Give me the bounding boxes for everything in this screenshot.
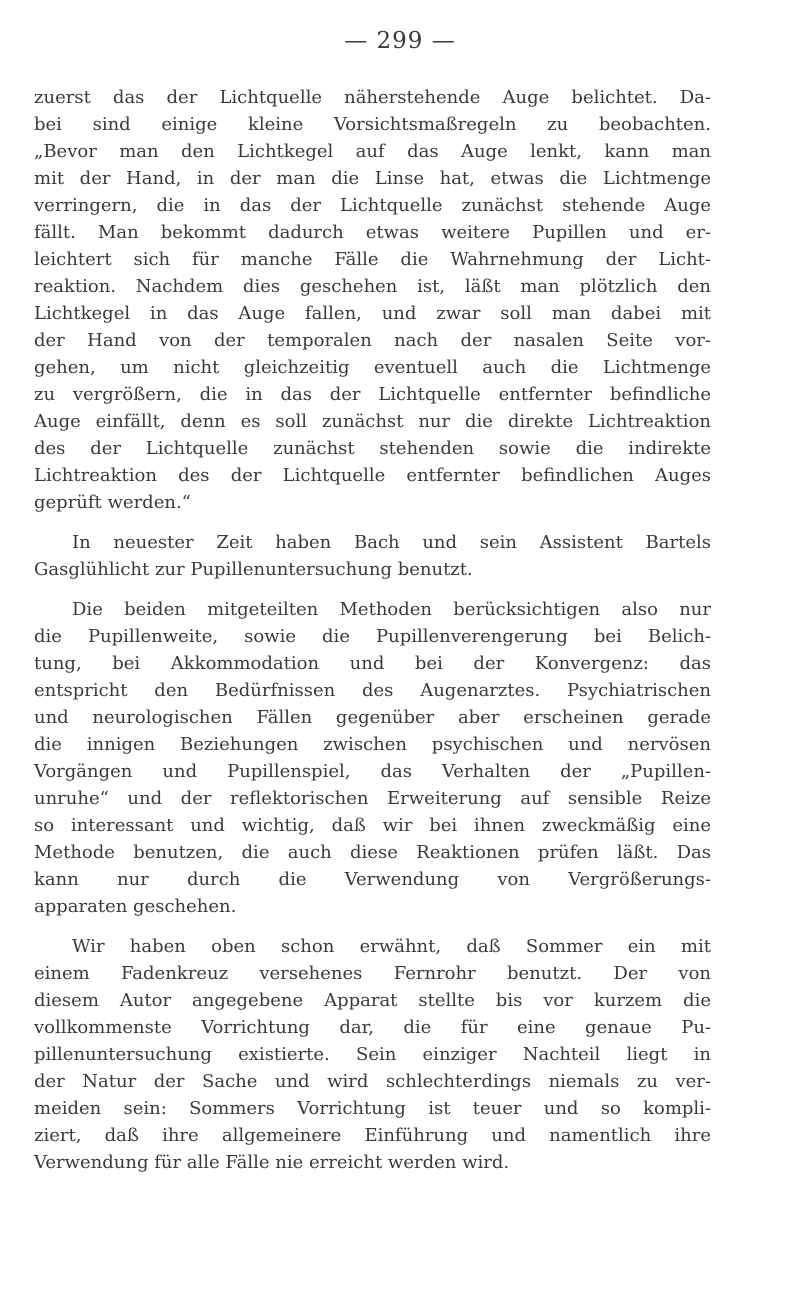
text-line: die Pupillenweite, sowie die Pupillenverengerung bei Belich- [34, 626, 711, 647]
text-line: entspricht den Bedürfnissen des Augenarztes. Psychiatrischen [34, 680, 711, 701]
text-line: leichtert sich für manche Fälle die Wahrnehmung der Licht- [34, 249, 711, 270]
paragraph-1 [34, 84, 711, 516]
text-line: „Bevor man den Lichtkegel auf das Auge lenkt, kann man [34, 141, 711, 162]
text-line: zuerst das der Lichtquelle näherstehende Auge belichtet. Da- [34, 87, 711, 108]
text-line: pillenuntersuchung existierte. Sein einziger Nachteil liegt in [34, 1044, 711, 1065]
text-line: vollkommenste Vorrichtung dar, die für eine genaue Pu- [34, 1017, 711, 1038]
text-line: geprüft werden.“ [34, 492, 191, 513]
text-line: diesem Autor angegebene Apparat stellte bis vor kurzem die [34, 990, 711, 1011]
text-line: Gasglühlicht zur Pupillenuntersuchung benutzt. [34, 559, 473, 580]
text-line: zu vergrößern, die in das der Lichtquelle entfernter befindliche [34, 384, 711, 405]
text-line: Die beiden mitgeteilten Methoden berücksichtigen also nur [72, 599, 711, 620]
text-line: Auge einfällt, denn es soll zunächst nur die direkte Lichtreaktion [34, 411, 711, 432]
body-text [34, 84, 711, 1176]
text-line: Wir haben oben schon erwähnt, daß Sommer ein mit [72, 936, 711, 957]
text-line: reaktion. Nachdem dies geschehen ist, läßt man plötzlich den [34, 276, 711, 297]
text-line: so interessant und wichtig, daß wir bei ihnen zweckmäßig eine [34, 815, 711, 836]
paragraph-3 [34, 596, 711, 920]
text-line: der Natur der Sache und wird schlechterdings niemals zu ver- [34, 1071, 711, 1092]
text-line: kann nur durch die Verwendung von Vergrößerungs- [34, 869, 711, 890]
text-line: In neuester Zeit haben Bach und sein Assistent Bartels [72, 532, 711, 553]
text-line: Vorgängen und Pupillenspiel, das Verhalten der „Pupillen- [34, 761, 711, 782]
text-line: Verwendung für alle Fälle nie erreicht werden wird. [34, 1152, 510, 1173]
text-line: gehen, um nicht gleichzeitig eventuell auch die Lichtmenge [34, 357, 711, 378]
text-line: bei sind einige kleine Vorsichtsmaßregeln zu beobachten. [34, 114, 711, 135]
text-line: fällt. Man bekommt dadurch etwas weitere Pupillen und er- [34, 222, 711, 243]
text-line: apparaten geschehen. [34, 896, 237, 917]
text-line: meiden sein: Sommers Vorrichtung ist teuer und so kompli- [34, 1098, 711, 1119]
text-line: Lichtkegel in das Auge fallen, und zwar soll man dabei mit [34, 303, 711, 324]
text-line: der Hand von der temporalen nach der nasalen Seite vor- [34, 330, 711, 351]
page-number: — 299 — [344, 28, 456, 54]
text-line: tung, bei Akkommodation und bei der Konvergenz: das [34, 653, 711, 674]
text-line: ziert, daß ihre allgemeinere Einführung und namentlich ihre [34, 1125, 711, 1146]
text-line: die innigen Beziehungen zwischen psychischen und nervösen [34, 734, 711, 755]
paragraph-2 [34, 529, 711, 583]
paragraph-4 [34, 933, 711, 1176]
text-line: Methode benutzen, die auch diese Reaktionen prüfen läßt. Das [34, 842, 711, 863]
text-line: einem Fadenkreuz versehenes Fernrohr benutzt. Der von [34, 963, 711, 984]
text-line: verringern, die in das der Lichtquelle zunächst stehende Auge [34, 195, 711, 216]
text-line: des der Lichtquelle zunächst stehenden sowie die indirekte [34, 438, 711, 459]
text-line: und neurologischen Fällen gegenüber aber erscheinen gerade [34, 707, 711, 728]
text-line: mit der Hand, in der man die Linse hat, etwas die Lichtmenge [34, 168, 711, 189]
text-line: unruhe“ und der reflektorischen Erweiterung auf sensible Reize [34, 788, 711, 809]
text-line: Lichtreaktion des der Lichtquelle entfernter befindlichen Auges [34, 465, 711, 486]
